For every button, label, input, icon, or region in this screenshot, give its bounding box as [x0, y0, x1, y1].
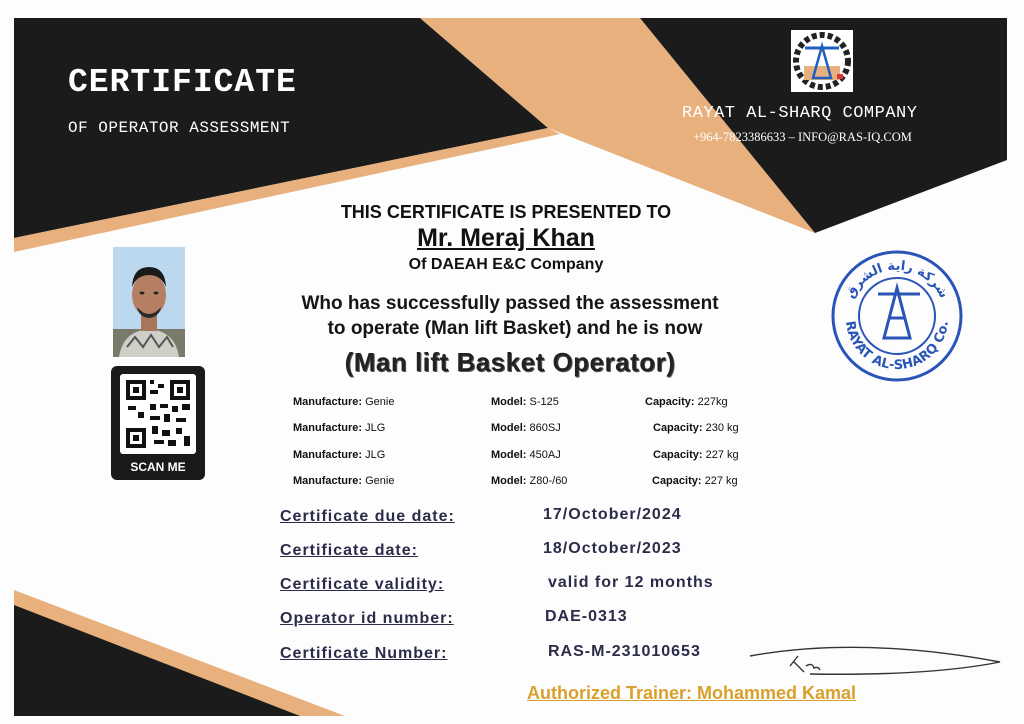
- presented-to-heading: THIS CERTIFICATE IS PRESENTED TO: [340, 202, 672, 222]
- equipment-manufacture-label: Manufacture:: [293, 422, 363, 434]
- equipment-capacity: [645, 396, 728, 408]
- equipment-manufacture-value: JLG: [365, 422, 386, 434]
- equipment-model-label: Model:: [491, 475, 527, 487]
- equipment-manufacture-label: Manufacture:: [293, 449, 363, 461]
- equipment-capacity-label: Capacity:: [652, 475, 702, 487]
- detail-value: 17/October/2024: [543, 506, 682, 523]
- equipment-model: [491, 449, 561, 461]
- equipment-model: [491, 422, 561, 434]
- authorized-trainer: Authorized Trainer: Mohammed Kamal: [527, 683, 857, 703]
- equipment-capacity-label: Capacity:: [653, 449, 703, 461]
- company-logo: [791, 30, 853, 92]
- detail-label: Certificate validity:: [280, 576, 445, 593]
- stamp-text: RAYAT AL-SHARQ Co.: [841, 319, 952, 374]
- equipment-manufacture-value: Genie: [365, 475, 395, 487]
- recipient-company: Of DAEAH E&C Company: [408, 256, 604, 273]
- equipment-model-value: 860SJ: [529, 422, 561, 434]
- assessment-statement-line2: to operate (Man lift Basket) and he is now: [327, 318, 703, 339]
- detail-value: RAS-M-231010653: [548, 643, 701, 660]
- detail-label: Operator id number:: [280, 610, 454, 627]
- equipment-model-label: Model:: [491, 396, 527, 408]
- equipment-capacity-value: 230 kg: [705, 422, 739, 434]
- operator-role: (Man lift Basket Operator): [344, 347, 676, 377]
- equipment-model-value: Z80-/60: [529, 475, 568, 487]
- certificate-title: CERTIFICATE: [68, 64, 297, 101]
- equipment-model: [491, 396, 559, 408]
- operator-photo: [113, 247, 185, 357]
- svg-text:RAYAT AL-SHARQ Co.: [842, 320, 952, 373]
- equipment-capacity-value: 227 kg: [704, 475, 738, 487]
- equipment-manufacture-value: JLG: [365, 449, 386, 461]
- detail-value: valid for 12 months: [548, 574, 714, 591]
- equipment-capacity-value: 227kg: [697, 396, 728, 408]
- detail-value: 18/October/2023: [543, 540, 682, 557]
- equipment-capacity: [653, 449, 739, 461]
- equipment-manufacture: [293, 449, 385, 461]
- equipment-model-label: Model:: [491, 422, 527, 434]
- company-contact: +964-7823386633 – INFO@RAS-IQ.COM: [693, 130, 912, 144]
- recipient-name: Mr. Meraj Khan: [417, 224, 595, 252]
- company-name: RAYAT AL-SHARQ COMPANY: [682, 104, 918, 123]
- certificate-subtitle: OF OPERATOR ASSESSMENT: [68, 119, 291, 137]
- equipment-manufacture: [293, 396, 394, 408]
- equipment-manufacture-label: Manufacture:: [293, 396, 363, 408]
- equipment-manufacture: [293, 475, 394, 487]
- detail-label: Certificate Number:: [280, 645, 448, 662]
- equipment-model-label: Model:: [491, 449, 527, 461]
- equipment-capacity-label: Capacity:: [645, 396, 695, 408]
- equipment-manufacture-value: Genie: [365, 396, 395, 408]
- company-stamp: [828, 248, 966, 384]
- detail-label: Certificate due date:: [280, 508, 455, 525]
- equipment-model-value: S-125: [529, 396, 559, 408]
- detail-label: Certificate date:: [280, 542, 418, 559]
- equipment-capacity-label: Capacity:: [653, 422, 703, 434]
- qr-code-icon: [120, 374, 196, 454]
- qr-code-card[interactable]: [111, 366, 205, 480]
- equipment-capacity: [652, 475, 738, 487]
- equipment-manufacture: [293, 422, 385, 434]
- trainer-signature: [740, 636, 1010, 684]
- equipment-manufacture-label: Manufacture:: [293, 475, 363, 487]
- stamp-arabic-text: شركة راية الشرق: [842, 258, 952, 301]
- equipment-capacity-value: 227 kg: [705, 449, 739, 461]
- equipment-model-value: 450AJ: [529, 449, 561, 461]
- qr-scan-label: SCAN ME: [130, 460, 186, 474]
- assessment-statement-line1: Who has successfully passed the assessment: [301, 293, 719, 314]
- equipment-capacity: [653, 422, 739, 434]
- equipment-model: [491, 475, 567, 487]
- detail-value: DAE-0313: [545, 608, 628, 625]
